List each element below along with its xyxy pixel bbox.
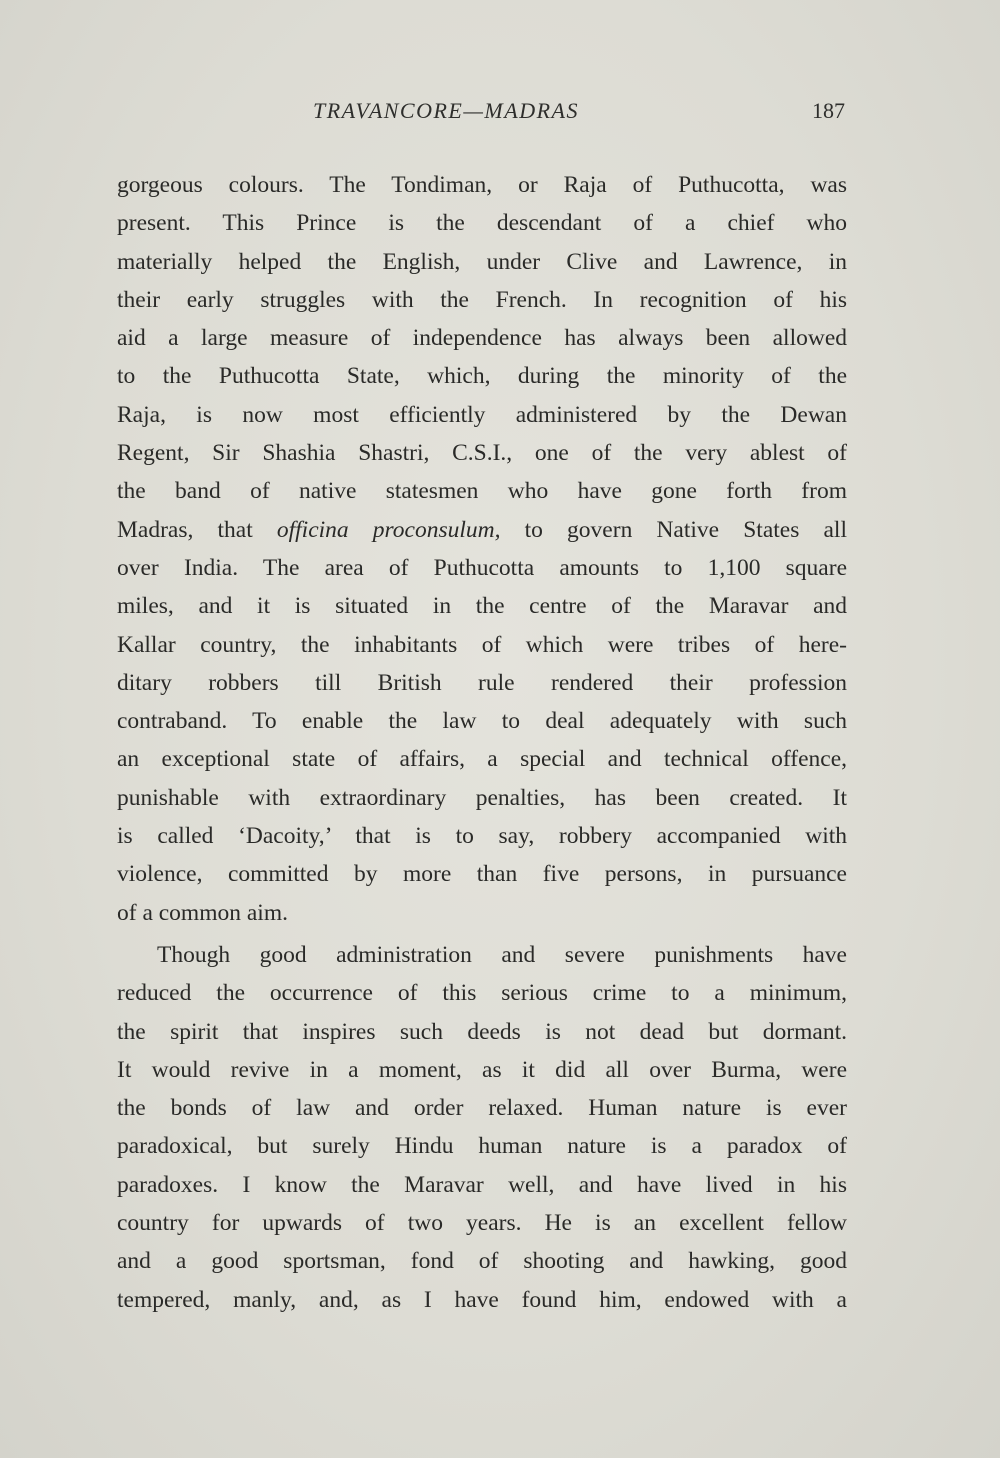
body-text: [117, 166, 847, 1319]
text-line: contraband. To enable the law to deal adequately with such: [117, 708, 847, 735]
line-prefix: Madras, that: [117, 516, 277, 543]
text-line: is called ‘Dacoity,’ that is to say, robbery accompanied with: [117, 823, 847, 850]
text-line: present. This Prince is the descendant of a chief who: [117, 210, 847, 237]
text-line: the spirit that inspires such deeds is not dead but dormant.: [117, 1018, 847, 1045]
text-line: to the Puthucotta State, which, during the minority of the: [117, 363, 847, 390]
text-line: their early struggles with the French. In recognition of his: [117, 286, 847, 313]
text-line: paradoxes. I know the Maravar well, and have lived in his: [117, 1171, 847, 1198]
paragraph-2: [117, 936, 847, 1319]
text-line: ditary robbers till British rule rendered their profession: [117, 669, 847, 696]
text-line: punishable with extraordinary penalties, has been created. It: [117, 784, 847, 811]
text-line: It would revive in a moment, as it did all over Burma, were: [117, 1056, 847, 1083]
text-line: gorgeous colours. The Tondiman, or Raja of Puthucotta, was: [117, 172, 847, 198]
text-line-with-italic: [117, 511, 847, 549]
text-line: the bonds of law and order relaxed. Human nature is ever: [117, 1095, 847, 1122]
text-line: Regent, Sir Shashia Shastri, C.S.I., one of the very ablest of: [117, 440, 847, 467]
running-head: TRAVANCORE—MADRAS: [313, 98, 579, 123]
text-line: aid a large measure of independence has always been allowed: [117, 325, 847, 352]
text-line: Though good administration and severe punishments have: [157, 941, 847, 968]
paragraph-1: [117, 166, 847, 932]
text-line: reduced the occurrence of this serious crime to a minimum,: [117, 980, 847, 1007]
text-line: violence, committed by more than five persons, in pursuance: [117, 861, 847, 888]
text-line: over India. The area of Puthucotta amounts to 1,100 square: [117, 554, 847, 581]
text-line: Raja, is now most efficiently administered by the Dewan: [117, 401, 847, 428]
page-header: [117, 98, 847, 132]
text-line: Kallar country, the inhabitants of which were tribes of here-: [117, 631, 847, 658]
text-line: tempered, manly, and, as I have found him, endowed with a: [117, 1286, 847, 1313]
line-suffix: to govern Native States all: [500, 516, 847, 543]
page-number: 187: [812, 98, 845, 123]
text-line: and a good sportsman, fond of shooting and hawking, good: [117, 1248, 847, 1275]
text-line: of a common aim.: [117, 899, 288, 926]
text-line: the band of native statesmen who have gone forth from: [117, 478, 847, 505]
italic-phrase: officina proconsulum,: [276, 516, 501, 543]
text-line: miles, and it is situated in the centre of the Maravar and: [117, 593, 847, 620]
text-line: an exceptional state of affairs, a special and technical offence,: [117, 746, 847, 773]
text-line: materially helped the English, under Clive and Lawrence, in: [117, 248, 847, 275]
text-line: country for upwards of two years. He is an excellent fellow: [117, 1210, 847, 1237]
text-line: paradoxical, but surely Hindu human nature is a paradox of: [117, 1133, 847, 1160]
